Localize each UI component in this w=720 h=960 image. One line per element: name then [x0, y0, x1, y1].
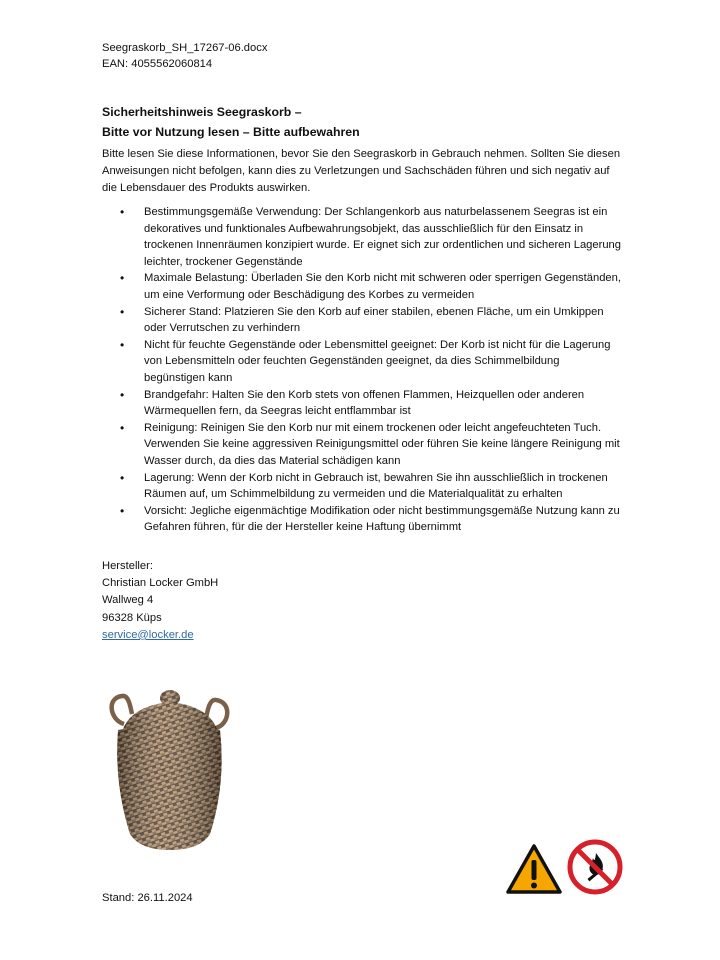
document-header [102, 40, 267, 72]
safety-item-moisture: • Nicht für feuchte Gegenstände oder Lebensmittel geeignet: Der Korb ist nicht für die Lagerung von Lebensmitteln oder feuchten Gegenständen geeignet, da dies Schimmelbildung begünstigen kann [102, 337, 622, 387]
manufacturer-street: Wallweg 4 [102, 594, 154, 607]
manufacturer-city: 96328 Küps [102, 611, 162, 624]
basket-product-image [104, 684, 234, 854]
file-name: Seegraskorb_SH_17267-06.docx [102, 42, 268, 54]
safety-item-fire: • Brandgefahr: Halten Sie den Korb stets von offenen Flammen, Heizquellen oder anderen Wärmequellen fern, da Seegras leicht entflammbar ist [102, 387, 622, 420]
safety-item-intended-use: • Bestimmungsgemäße Verwendung: Der Schlangenkorb aus naturbelassenem Seegras ist ein dekoratives und funktionales Aufbewahrungsobjekt, das ausschließlich für den Einsatz in trockenen Innenräumen konzipiert wurde. Er eignet sich zur ordentlichen und sicheren Lagerung leichter, trockener Gegenstände [102, 204, 622, 270]
safety-item-storage: • Lagerung: Wenn der Korb nicht in Gebrauch ist, bewahren Sie ihn ausschließlich in trockenen Räumen auf, um Schimmelbildung zu vermeiden und die Materialqualität zu erhalten [102, 470, 622, 503]
document-title [102, 102, 360, 142]
safety-item-max-load: • Maximale Belastung: Überladen Sie den Korb nicht mit schweren oder sperrigen Gegenständen, um eine Verformung oder Beschädigung des Korbes zu vermeiden [102, 270, 622, 303]
safety-list [102, 204, 622, 536]
safety-item-stable-stand: • Sicherer Stand: Platzieren Sie den Korb auf einer stabilen, ebenen Fläche, um ein Umkippen oder Verrutschen zu verhindern [102, 304, 622, 337]
title-line-1: Sicherheitshinweis Seegraskorb – [102, 105, 302, 119]
title-line-2: Bitte vor Nutzung lesen – Bitte aufbewahren [102, 125, 360, 139]
manufacturer-label: Hersteller: [102, 560, 153, 572]
no-open-flame-icon [567, 839, 623, 895]
ean-code: EAN: 4055562060814 [102, 58, 213, 70]
manufacturer-email-link[interactable]: service@locker.de [102, 628, 194, 641]
document-date: Stand: 26.11.2024 [102, 892, 193, 904]
manufacturer-name: Christian Locker GmbH [102, 577, 219, 590]
safety-item-caution: • Vorsicht: Jegliche eigenmächtige Modifikation oder nicht bestimmungsgemäße Nutzung kann zu Gefahren führen, für die der Hersteller keine Haftung übernimmt [102, 503, 622, 536]
manufacturer-block [102, 558, 218, 644]
safety-item-cleaning: • Reinigung: Reinigen Sie den Korb nur mit einem trockenen oder leicht angefeuchteten Tuch. Verwenden Sie keine aggressiven Reinigungsmittel oder führen Sie keine längere Reinigung mit Wasser durch, da dies das Material schädigen kann [102, 420, 622, 470]
warning-triangle-icon [505, 843, 563, 895]
intro-paragraph: Bitte lesen Sie diese Informationen, bevor Sie den Seegraskorb in Gebrauch nehmen. Sollten Sie diesen Anweisungen nicht befolgen, kann dies zu Verletzungen und Sachschäden führen und sich negativ auf die Lebensdauer des Produkts auswirken. [102, 148, 621, 194]
